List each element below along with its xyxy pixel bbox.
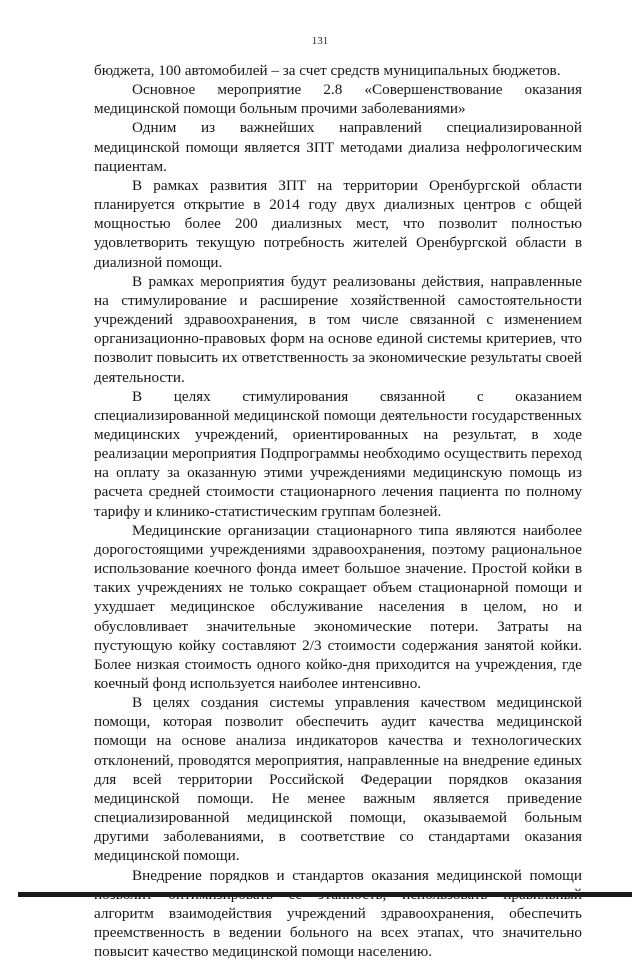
paragraph-bed-fund: Медицинские организации стационарного типа являются наиболее дорогостоящими учреждениями здравоохранения, поэтому рациональное использование коечного фонда имеет большое значение. Простой койки в таких учреждениях не только сокращает объем стационарной помощи и ухудшает медицинское обслуживание населения в целом, но и обусловливает значительные экономические потери. Затраты на пустующую койку составляют 2/3 стоимости содержания занятой койки. Более низкая стоимость одного койко-дня приходится на учреждения, где коечный фонд используется наиболее интенсивно. xyxy=(94,521,582,692)
paragraph-dialysis-importance: Одним из важнейших направлений специализированной медицинской помощи является ЗПТ методами диализа нефрологическим пациентам. xyxy=(94,119,582,175)
paragraph-measure-heading: Основное мероприятие 2.8 «Совершенствование оказания медицинской помощи больным прочими заболеваниями» xyxy=(94,81,582,118)
paragraph-standards-implementation: Внедрение порядков и стандартов оказания медицинской помощи алгоритм взаимодействия учреждений здравоохранения, обеспечить преемственность в ведении больного на всех этапах, что значительно повысит качество медицинской помощи населению. xyxy=(94,866,582,961)
paragraph-payment-transition: В целях стимулирования связанной с оказанием специализированной медицинской помощи деятельности государственных медицинских учреждений, ориентированных на результат, в ходе реализации мероприятия Подпрограммы необходимо осуществить переход на оплату за оказанную этими учреждениями медицинскую помощь из расчета средней стоимости стационарного лечения пациента по полному тарифу и клинико-статистическим группам болезней. xyxy=(94,387,582,520)
page-number: 131 xyxy=(311,35,329,47)
paragraph-quality-management: В целях создания системы управления качеством медицинской помощи, которая позволит обеспечить аудит качества медицинской помощи на основе анализа индикаторов качества и технологических отклонений, проводятся мероприятия, направленные на внедрение единых для всей территории Российской Федерации порядков оказания медицинской помощи. Не менее важным является приведение специализированной медицинской помощи, оказываемой больным другими заболеваниями, в соответствие со стандартами оказания медицинской помощи. xyxy=(94,694,582,865)
paragraph-autonomy-measures: В рамках мероприятия будут реализованы действия, направленные на стимулирование и расширение хозяйственной самостоятельности учреждений здравоохранения, в том числе связанной с изменением организационно-правовых форм на основе единой системы критериев, что позволит повысить их ответственность за экономические результаты своей деятельности. xyxy=(94,272,582,386)
paragraph-dialysis-centers: В рамках развития ЗПТ на территории Оренбургской области планируется открытие в 2014 году двух диализных центров с общей мощностью более 200 диализных мест, что позволит полностью удовлетворить текущую потребность жителей Оренбургской области в диализной помощи. xyxy=(94,176,582,271)
document-body xyxy=(94,61,582,961)
paragraph-budget-continuation: бюджета, 100 автомобилей – за счет средств муниципальных бюджетов. xyxy=(94,62,561,79)
bottom-border-rule xyxy=(18,892,632,897)
